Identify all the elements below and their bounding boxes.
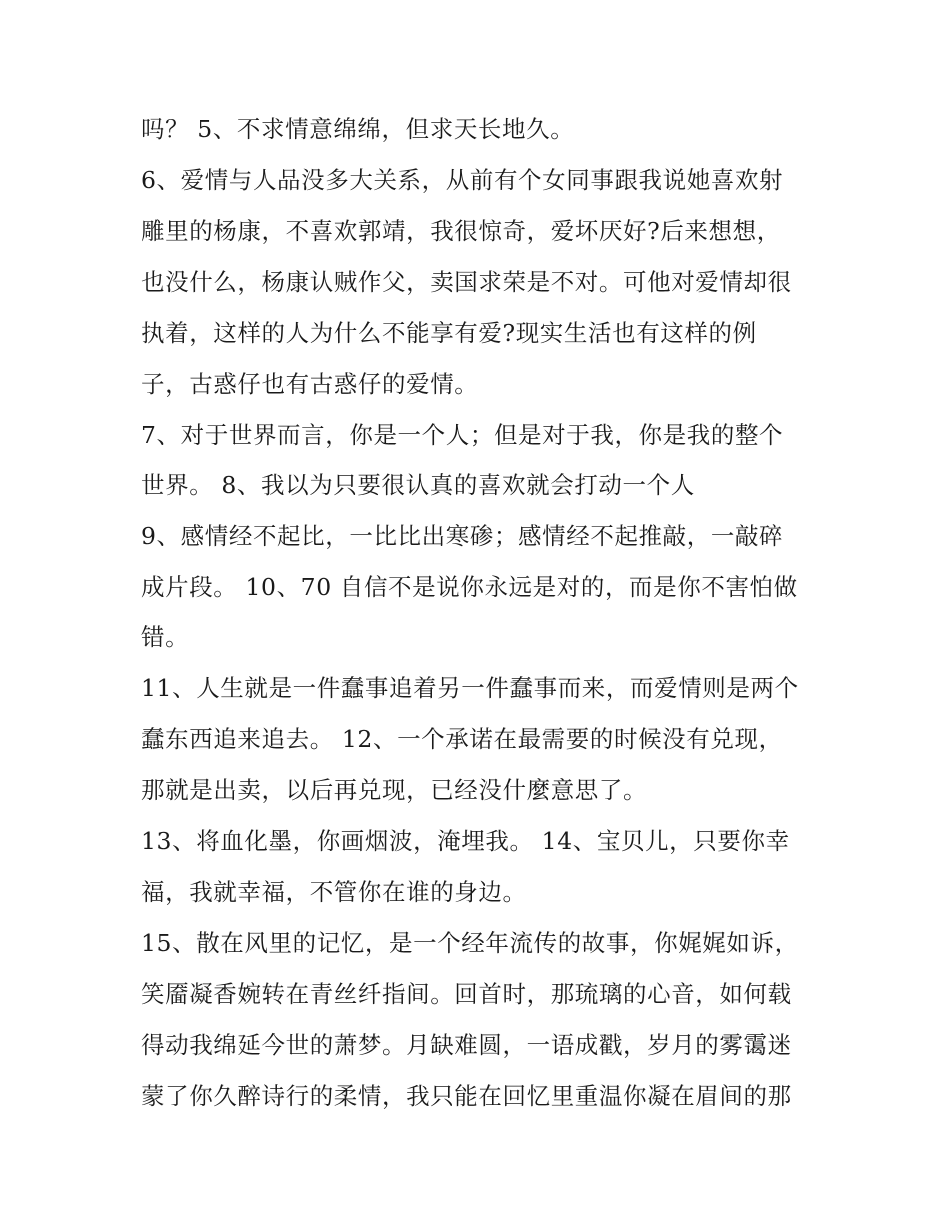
text-line: 那就是出卖，以后再兑现，已经没什麼意思了。 — [141, 776, 648, 804]
text-line: 成片段。 10、70 自信不是说你永远是对的，而是你不害怕做 — [141, 573, 798, 601]
text-line: 执着，这样的人为什么不能享有爱?现实生活也有这样的例 — [141, 319, 757, 347]
text-line: 也没什么，杨康认贼作父，卖国求荣是不对。可他对爱情却很 — [141, 268, 792, 296]
text-line: 笑靥凝香婉转在青丝纤指间。回首时，那琉璃的心音，如何载 — [141, 980, 792, 1008]
text-line: 错。 — [141, 623, 190, 651]
text-line: 世界。 8、我以为只要很认真的喜欢就会打动一个人 — [141, 471, 695, 499]
text-line: 蠢东西追来追去。 12、一个承诺在最需要的时候没有兑现， — [141, 725, 783, 753]
text-line: 6、爱情与人品没多大关系，从前有个女同事跟我说她喜欢射 — [141, 166, 784, 194]
text-line: 雕里的杨康，不喜欢郭靖，我很惊奇，爱坏厌好?后来想想， — [141, 217, 781, 245]
text-line: 得动我绵延今世的萧梦。月缺难圆，一语成戳，岁月的雾霭迷 — [141, 1031, 792, 1059]
text-line: 7、对于世界而言，你是一个人；但是对于我，你是我的整个 — [141, 421, 784, 449]
text-line: 11、人生就是一件蠢事追着另一件蠢事而来，而爱情则是两个 — [141, 674, 799, 702]
text-line: 13、将血化墨，你画烟波，淹埋我。 14、宝贝儿，只要你幸 — [141, 827, 790, 855]
text-line: 15、散在风里的记忆，是一个经年流传的故事，你娓娓如诉， — [141, 929, 799, 957]
text-line: 福，我就幸福，不管你在谁的身边。 — [141, 878, 527, 906]
text-line: 子，古惑仔也有古惑仔的爱情。 — [141, 370, 479, 398]
text-line: 蒙了你久醉诗行的柔情，我只能在回忆里重温你凝在眉间的那 — [141, 1082, 792, 1110]
text-line: 9、感情经不起比，一比比出寒碜；感情经不起推敲，一敲碎 — [141, 522, 784, 550]
text-line: 吗？ 5、不求情意绵绵，但求天长地久。 — [141, 115, 575, 143]
